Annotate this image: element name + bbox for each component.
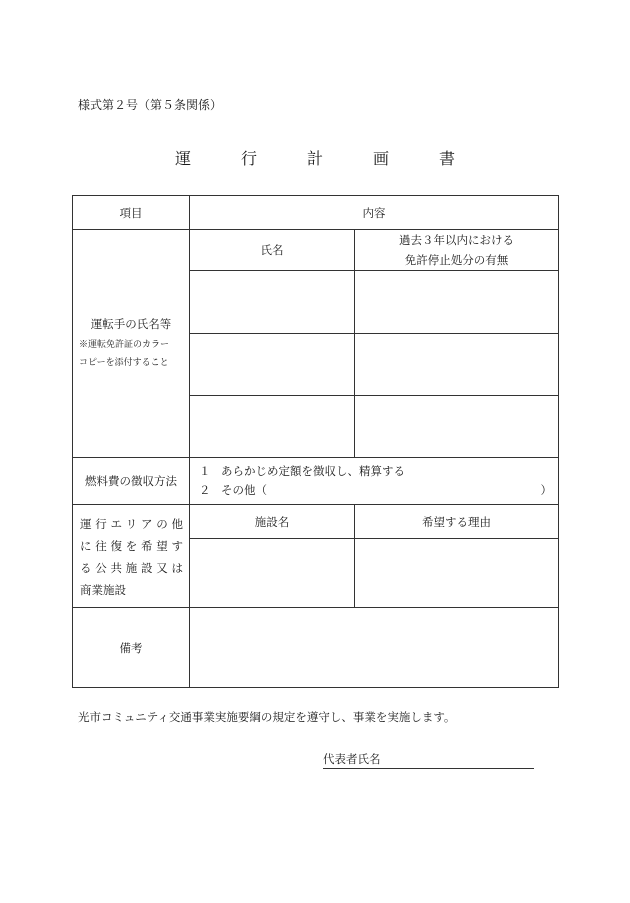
operation-plan-table	[72, 195, 559, 688]
fuel-option-1-number: １	[199, 464, 211, 478]
driver-name-field[interactable]	[190, 334, 355, 396]
driver-history-header	[355, 230, 559, 271]
driver-history-header-line2: 免許停止処分の有無	[404, 253, 509, 267]
fuel-option-2-close: ）	[540, 483, 552, 497]
header-item: 項目	[73, 196, 190, 230]
area-label-line2: に往復を希望す	[80, 539, 183, 553]
driver-history-field[interactable]	[355, 334, 559, 396]
header-row	[73, 196, 559, 230]
driver-label-note-1: ※運転免許証のカラー	[79, 339, 170, 350]
representative-signature-line[interactable]	[323, 751, 534, 769]
form-number: 様式第２号（第５条関係）	[78, 98, 223, 112]
fuel-options	[190, 458, 559, 505]
remarks-row	[73, 608, 559, 688]
area-label	[73, 505, 190, 608]
driver-label	[73, 230, 190, 458]
facility-reason-field[interactable]	[355, 539, 559, 608]
document-title: 運 行 計 画 書	[174, 149, 472, 168]
driver-history-header-line1: 過去３年以内における	[399, 233, 514, 247]
header-content: 内容	[190, 196, 559, 230]
remarks-field[interactable]	[190, 608, 559, 688]
fuel-label: 燃料費の徴収方法	[73, 458, 190, 505]
fuel-row	[73, 458, 559, 505]
driver-history-field[interactable]	[355, 396, 559, 458]
area-label-line1: 運行エリアの他	[80, 517, 183, 531]
fuel-option-1[interactable]	[199, 462, 558, 481]
facility-name-header: 施設名	[190, 505, 355, 539]
area-label-line4: 商業施設	[80, 583, 126, 597]
area-label-line3: る公共施設又は	[80, 561, 183, 575]
facility-name-field[interactable]	[190, 539, 355, 608]
driver-header-row	[73, 230, 559, 271]
fuel-option-2[interactable]	[199, 481, 558, 500]
driver-label-note-2: コピーを添付すること	[79, 357, 169, 368]
driver-name-header: 氏名	[190, 230, 355, 271]
closing-statement: 光市コミュニティ交通事業実施要綱の規定を遵守し、事業を実施します。	[78, 710, 456, 724]
area-header-row	[73, 505, 559, 539]
driver-name-field[interactable]	[190, 396, 355, 458]
fuel-option-2-text: その他（	[221, 483, 267, 497]
facility-reason-header: 希望する理由	[355, 505, 559, 539]
fuel-option-1-text: あらかじめ定額を徴収し、精算する	[221, 464, 405, 478]
driver-history-field[interactable]	[355, 271, 559, 334]
remarks-label: 備考	[73, 608, 190, 688]
driver-label-main: 運転手の氏名等	[90, 316, 172, 331]
fuel-option-2-number: ２	[199, 483, 211, 497]
representative-name-label: 代表者氏名	[323, 752, 381, 766]
driver-name-field[interactable]	[190, 271, 355, 334]
